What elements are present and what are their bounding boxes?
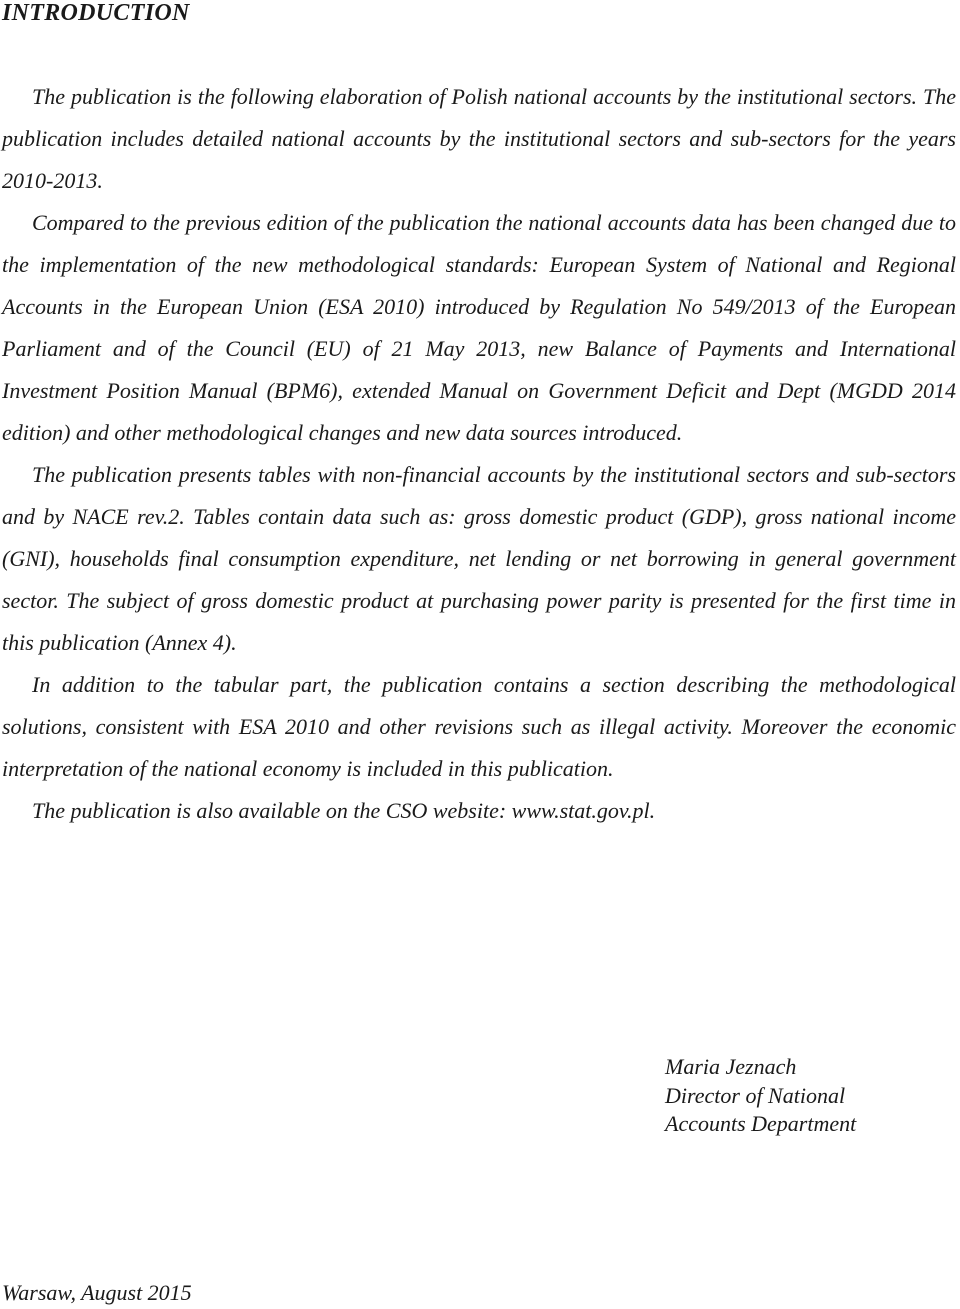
paragraph-methodological-section: In addition to the tabular part, the publication contains a section describing the methodological solutions, consistent with ESA 2010 and other revisions such as illegal activity. Moreover the economic interpretation of the national economy is included in this publication. <box>2 672 956 781</box>
paragraph-scope: The publication is the following elaboration of Polish national accounts by the institutional sectors. The publication includes detailed national accounts by the institutional sectors and sub-sectors for the years 2010-2013. <box>2 84 956 193</box>
place-and-date: Warsaw, August 2015 <box>2 1280 192 1305</box>
signatory-name: Maria Jeznach <box>665 1054 797 1079</box>
signatory-title-line-1: Director of National <box>665 1082 846 1108</box>
signatory-title-line-2: Accounts Department <box>665 1111 857 1136</box>
signature-block <box>665 1053 856 1139</box>
introduction-body <box>2 76 956 832</box>
paragraph-methodology-changes: Compared to the previous edition of the publication the national accounts data has been changed due to the implementation of the new methodological standards: European System of National and Regional Accounts in the European Union (ESA 2010) introduced by Regulation No 549/2013 of the European Parliament and of the Council (EU) of 21 May 2013, new Balance of Payments and International Investment Position Manual (BPM6), extended Manual on Government Deficit and Dept (MGDD 2014 edition) and other methodological changes and new data sources introduced. <box>2 210 956 445</box>
paragraph-tables-content: The publication presents tables with non-financial accounts by the institutional sectors and sub-sectors and by NACE rev.2. Tables contain data such as: gross domestic product (GDP), gross national income (GNI), households final consumption expenditure, net lending or net borrowing in general government sector. The subject of gross domestic product at purchasing power parity is presented for the first time in this publication (Annex 4). <box>2 462 956 655</box>
page-title: INTRODUCTION <box>2 0 190 26</box>
paragraph-website: The publication is also available on the CSO website: www.stat.gov.pl. <box>32 798 656 823</box>
